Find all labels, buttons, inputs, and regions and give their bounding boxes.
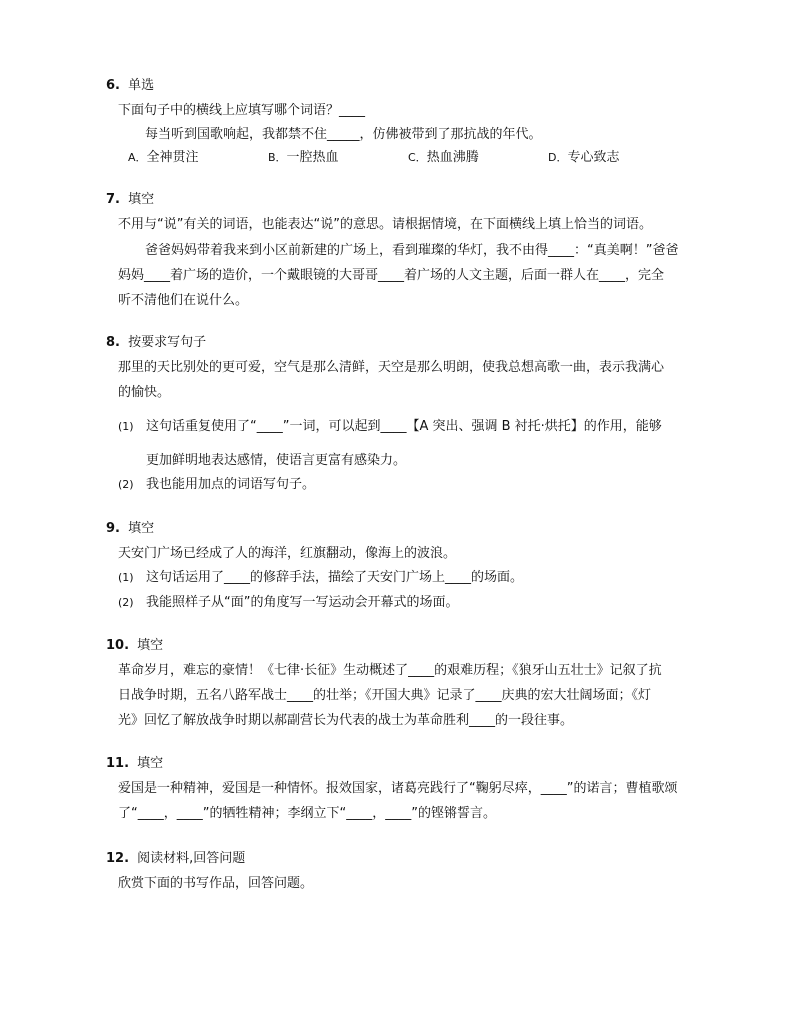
q7-header [106,190,154,210]
sub-marker: (2) [118,478,134,491]
q10-line-2: 日战争时期，五名八路军战士____的壮举；《开国大典》记录了____庆典的宏大壮阔场面；《灯 [118,688,652,703]
q8-sub-1-continued: 更加鲜明地表达感情，使语言更富有感染力。 [146,453,407,468]
option-text: 一腔热血 [286,150,339,165]
q8-sub-2 [118,475,315,495]
q6-option-d[interactable] [548,148,620,168]
q9-sub-2 [118,593,458,613]
sub-marker: (1) [118,420,134,433]
q7-type: 填空 [128,192,155,207]
q9-type: 填空 [128,521,155,536]
q6-option-c[interactable] [408,148,479,168]
q10-type: 填空 [137,638,164,653]
option-key: C． [408,151,427,164]
q6-option-b[interactable] [268,148,339,168]
q7-line-1: 不用与“说”有关的词语，也能表达“说”的意思。请根据情境，在下面横线上填上恰当的词语。 [118,217,652,232]
sub-marker: (2) [118,596,134,609]
q6-sentence: 每当听到国歌响起，我都禁不住_____，仿佛被带到了那抗战的年代。 [145,127,542,142]
q9-number: 9. [106,521,120,536]
q8-header [106,333,206,353]
q7-line-3: 妈妈____着广场的造价，一个戴眼镜的大哥哥____着广场的人文主题，后面一群人在____，完全 [118,268,665,283]
q6-header [106,76,154,96]
q11-number: 11. [106,756,130,771]
q12-type: 阅读材料,回答问题 [137,851,246,866]
option-key: D． [548,151,568,164]
q12-header [106,849,245,869]
q10-number: 10. [106,638,130,653]
q8-line-2: 的愉快。 [118,385,171,400]
sub-text: 这句话运用了____的修辞手法，描绘了天安门广场上____的场面。 [146,570,524,585]
q6-number: 6. [106,78,120,93]
q10-line-3: 光》回忆了解放战争时期以郝副营长为代表的战士为革命胜利____的一段往事。 [118,713,574,728]
option-text: 专心致志 [567,150,620,165]
q11-line-1: 爱国是一种精神，爱国是一种情怀。报效国家，诸葛亮践行了“鞠躬尽瘁，____”的诺言；曹植歌颂 [118,781,678,796]
q9-sub-1 [118,568,523,588]
q11-line-2: 了“____，____”的牺牲精神；李纲立下“____，____”的铿锵誓言。 [118,806,496,821]
q8-type: 按要求写句子 [128,335,207,350]
q8-number: 8. [106,335,120,350]
q11-header [106,754,163,774]
q9-line-1: 天安门广场已经成了人的海洋，红旗翻动，像海上的波浪。 [118,546,457,561]
option-key: A． [128,151,147,164]
q10-header [106,636,163,656]
q7-line-2: 爸爸妈妈带着我来到小区前新建的广场上，看到璀璨的华灯，我不由得____：“真美啊！”爸爸 [145,243,679,258]
sub-text: 我能照样子从“面”的角度写一写运动会开幕式的场面。 [146,595,459,610]
option-text: 热血沸腾 [426,150,479,165]
sub-text: 这句话重复使用了“____”一词，可以起到____【A 突出、强调 B 衬托·烘托】的作用，能够 [146,419,662,434]
q6-prompt: 下面句子中的横线上应填写哪个词语？____ [118,103,366,118]
q9-header [106,519,154,539]
q7-number: 7. [106,192,120,207]
q8-sub-1 [118,417,662,437]
q7-line-4: 听不清他们在说什么。 [118,293,249,308]
q12-number: 12. [106,851,130,866]
q10-line-1: 革命岁月，难忘的豪情！《七律·长征》生动概述了____的艰难历程；《狼牙山五壮士》记叙了抗 [118,663,662,678]
q6-option-a[interactable] [128,148,199,168]
q11-type: 填空 [137,756,164,771]
q8-line-1: 那里的天比别处的更可爱，空气是那么清鲜，天空是那么明朗，使我总想高歌一曲，表示我满心 [118,360,665,375]
option-text: 全神贯注 [146,150,199,165]
sub-text: 我也能用加点的词语写句子。 [146,477,316,492]
q6-type: 单选 [128,78,155,93]
sub-marker: (1) [118,571,134,584]
option-key: B． [268,151,287,164]
q12-line-1: 欣赏下面的书写作品，回答问题。 [118,876,314,891]
